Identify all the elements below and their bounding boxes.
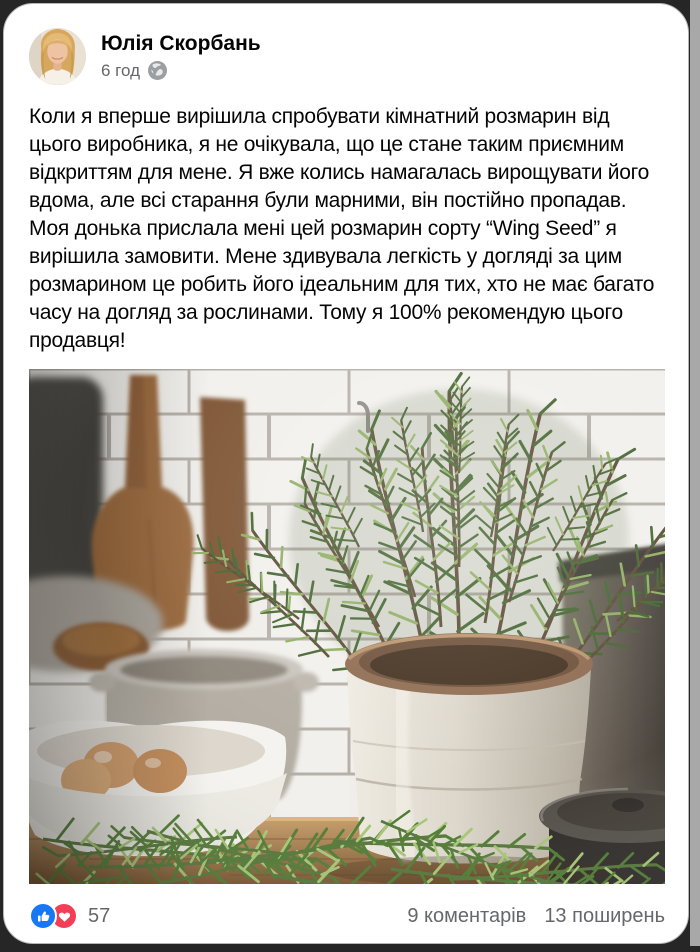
- like-reaction-badge: [29, 902, 57, 930]
- post-photo[interactable]: [29, 369, 665, 884]
- post-timestamp[interactable]: 6 год: [101, 60, 141, 80]
- rosemary-photo-illustration: [29, 369, 665, 884]
- comments-count[interactable]: 9 коментарів: [407, 904, 527, 927]
- reaction-summary[interactable]: [29, 902, 110, 930]
- header-text-block: [101, 32, 261, 80]
- post-text: Коли я вперше вирішила спробувати кімнатний розмарин від цього виробника, я не очікувала, що це стане таким приємним відкриттям для мене. Я вже колись намагалась вирощувати його вдома, але всі старання були марними, він постійно пропадав. Моя донька прислала мені цей розмарин сорту “Wing Seed” я вирішила замовити. Мене здивувала легкість у догляді за цим розмарином це робить його ідеальним для тих, хто не має багато часу на догляд за рослинами. Тому я 100% рекомендую цього продавця!: [29, 105, 655, 352]
- footer-meta: [407, 905, 665, 928]
- thumbs-up-icon: [36, 909, 51, 924]
- profile-photo-icon: [29, 28, 86, 85]
- light-overlay: [29, 369, 665, 884]
- post-header: [29, 28, 663, 85]
- post-meta: [101, 61, 261, 81]
- shares-count[interactable]: 13 поширень: [544, 904, 665, 927]
- facebook-post-card: [3, 3, 689, 944]
- heart-icon: [57, 909, 72, 924]
- background-strip: [690, 0, 700, 946]
- reaction-count[interactable]: 57: [88, 904, 111, 927]
- avatar[interactable]: [29, 28, 86, 85]
- globe-icon: [148, 61, 167, 80]
- author-name[interactable]: Юлія Скорбань: [101, 32, 261, 56]
- post-footer: [29, 893, 665, 939]
